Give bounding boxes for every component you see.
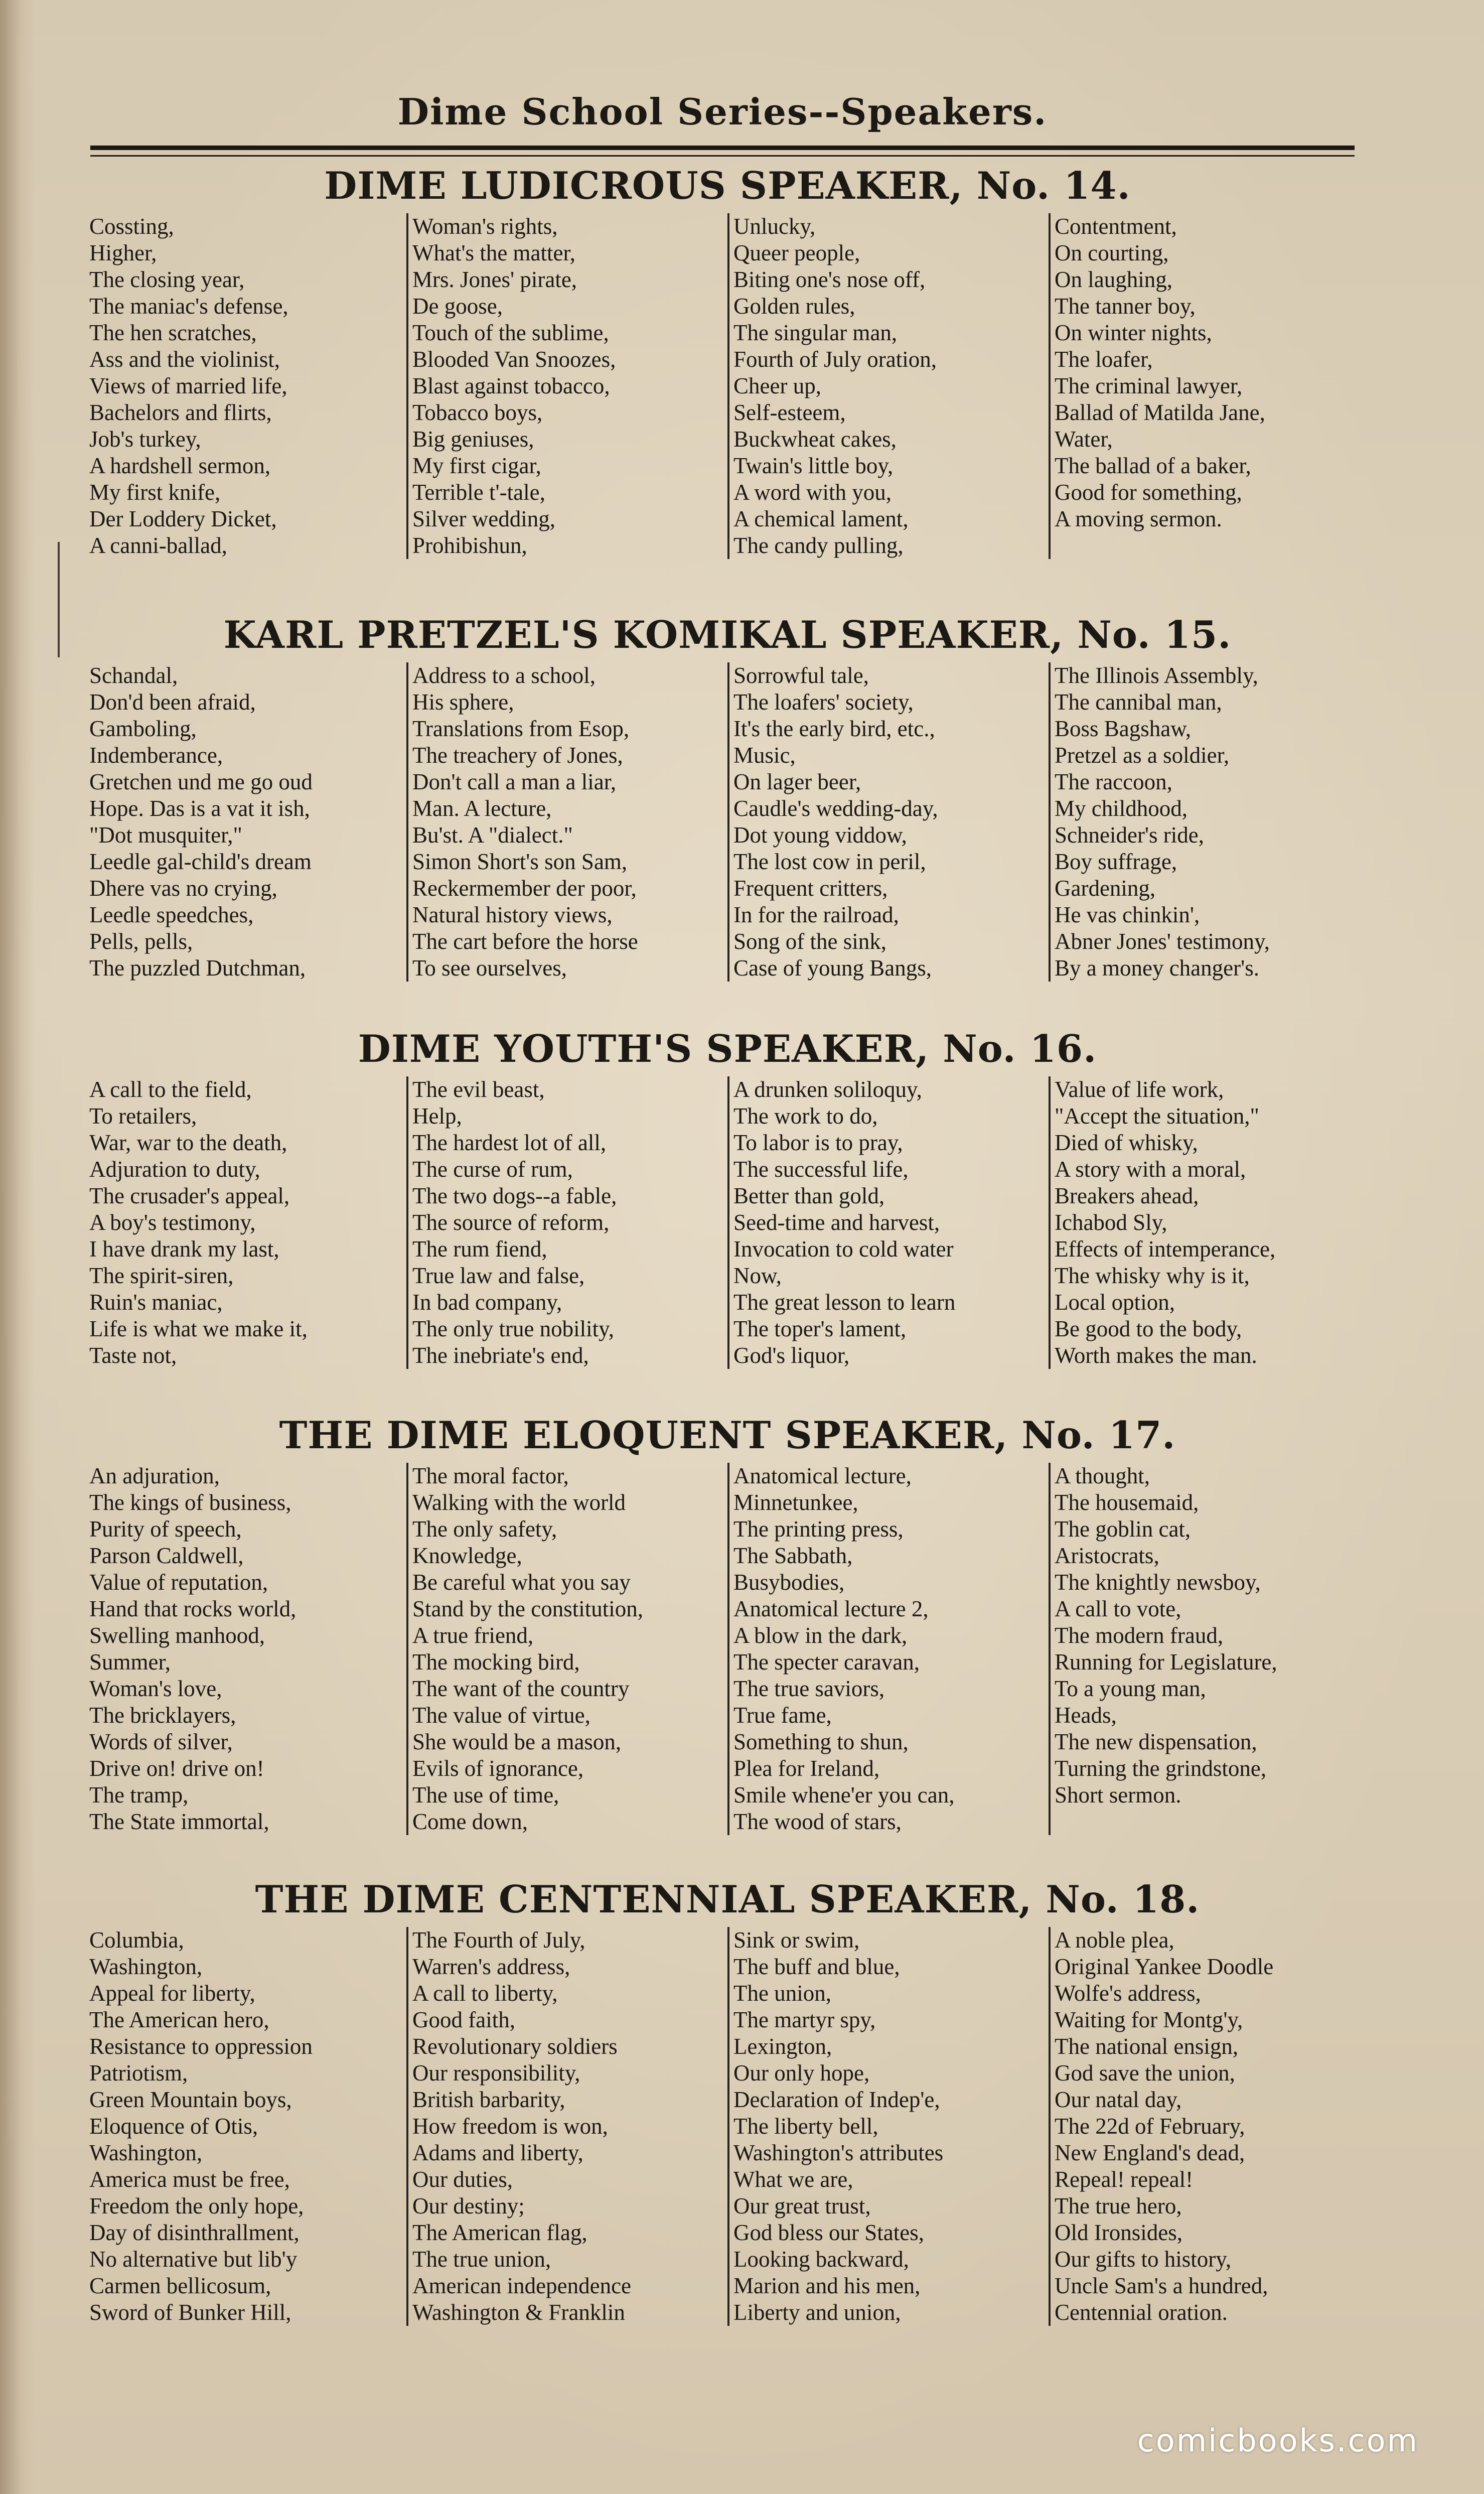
contents-entry: Summer, (89, 1649, 171, 1675)
contents-entry: It's the early bird, etc., (733, 716, 935, 741)
contents-entry: Ballad of Matilda Jane, (1055, 400, 1265, 425)
contents-entry: Good for something, (1055, 480, 1242, 505)
contents-entry: Cossting, (89, 214, 174, 239)
contents-entry: Help, (412, 1103, 462, 1129)
contents-entry: Views of married life, (89, 373, 287, 398)
contents-entry: In bad company, (412, 1290, 562, 1315)
contents-entry: The cart before the horse (412, 929, 638, 954)
contents-entry: Hope. Das is a vat it ish, (89, 796, 310, 821)
contents-entry: Green Mountain boys, (89, 2087, 292, 2112)
contents-entry: The candy pulling, (733, 533, 904, 558)
contents-entry: Sorrowful tale, (733, 663, 869, 688)
contents-entry: The crusader's appeal, (89, 1183, 290, 1208)
contents-entry: Queer people, (733, 240, 860, 265)
contents-entry: Swelling manhood, (89, 1623, 265, 1648)
contents-entry: Breakers ahead, (1055, 1183, 1199, 1208)
contents-entry: Anatomical lecture, (733, 1463, 912, 1488)
contents-entry: Gamboling, (89, 716, 197, 741)
contents-entry: Our natal day, (1055, 2087, 1182, 2112)
contents-entry: The Illinois Assembly, (1055, 663, 1258, 688)
contents-entry: A noble plea, (1055, 1927, 1174, 1953)
contents-column (406, 213, 727, 559)
contents-entry: What's the matter, (412, 240, 575, 265)
contents-entry: A story with a moral, (1055, 1157, 1246, 1182)
contents-entry: On courting, (1055, 240, 1169, 265)
contents-entry: The specter caravan, (733, 1649, 920, 1675)
contents-entry: Good faith, (412, 2007, 515, 2032)
section-speaker-16 (85, 1021, 1370, 1369)
contents-entry: The American hero, (89, 2007, 269, 2032)
contents-entry: Seed-time and harvest, (733, 1210, 940, 1235)
contents-entry: The union, (733, 1981, 831, 2006)
contents-entry: Job's turkey, (89, 427, 201, 452)
contents-entry: Blast against tobacco, (412, 373, 610, 398)
contents-entry: Biting one's nose off, (733, 267, 926, 292)
contents-entry: Contentment, (1055, 214, 1177, 239)
contents-column (85, 662, 406, 982)
contents-entry: My first cigar, (412, 453, 541, 478)
section-title: DIME LUDICROUS SPEAKER, No. 14. (324, 164, 1131, 208)
contents-entry: Self-esteem, (733, 400, 846, 425)
contents-entry: He vas chinkin', (1055, 902, 1200, 927)
contents-entry: The source of reform, (412, 1210, 610, 1235)
contents-column (1049, 1463, 1370, 1835)
contents-entry: Our great trust, (733, 2193, 871, 2219)
contents-column (1049, 1927, 1370, 2326)
contents-entry: Boy suffrage, (1055, 849, 1177, 874)
contents-entry: Leedle speedches, (89, 902, 254, 927)
contents-entry: God's liquor, (733, 1343, 850, 1368)
contents-entry: Local option, (1055, 1290, 1175, 1315)
contents-entry: Reckermember der poor, (412, 876, 637, 901)
contents-entry: Abner Jones' testimony, (1055, 929, 1270, 954)
contents-entry: God bless our States, (733, 2220, 924, 2245)
contents-entry: Silver wedding, (412, 506, 555, 531)
contents-entry: On winter nights, (1055, 320, 1212, 345)
contents-entry: The tanner boy, (1055, 294, 1196, 319)
contents-entry: Bachelors and flirts, (89, 400, 272, 425)
contents-entry: The closing year, (89, 267, 245, 292)
contents-entry: A boy's testimony, (89, 1210, 256, 1235)
contents-column (1049, 213, 1370, 559)
section-speaker-15 (85, 607, 1370, 982)
contents-entry: The true saviors, (733, 1676, 885, 1701)
contents-column (406, 1076, 727, 1369)
contents-entry: Pells, pells, (89, 929, 193, 954)
running-title: Dime School Series--Speakers. (397, 90, 1048, 133)
contents-entry: The wood of stars, (733, 1809, 902, 1834)
contents-entry: Original Yankee Doodle (1055, 1954, 1274, 1979)
contents-entry: A canni-ballad, (89, 533, 227, 558)
contents-entry: Drive on! drive on! (89, 1756, 264, 1781)
contents-entry: The 22d of February, (1055, 2114, 1245, 2139)
contents-entry: Words of silver, (89, 1729, 233, 1754)
contents-entry: The criminal lawyer, (1055, 373, 1243, 398)
contents-column (85, 1463, 406, 1835)
contents-entry: The lost cow in peril, (733, 849, 926, 874)
watermark: comicbooks.com (1137, 2422, 1419, 2459)
contents-entry: Sink or swim, (733, 1927, 860, 1953)
contents-entry: The mocking bird, (412, 1649, 580, 1675)
contents-entry: The moral factor, (412, 1463, 569, 1488)
contents-entry: Adams and liberty, (412, 2140, 583, 2165)
contents-entry: Wolfe's address, (1055, 1981, 1201, 2006)
contents-entry: Taste not, (89, 1343, 177, 1368)
contents-entry: The printing press, (733, 1516, 904, 1542)
contents-column (85, 1076, 406, 1369)
contents-entry: Prohibishun, (412, 533, 527, 558)
contents-entry: Gretchen und me go oud (89, 769, 313, 794)
contents-entry: The ballad of a baker, (1055, 453, 1251, 478)
contents-entry: Music, (733, 743, 796, 768)
contents-entry: Purity of speech, (89, 1516, 242, 1542)
contents-column (85, 1927, 406, 2326)
contents-entry: Terrible t'-tale, (412, 480, 545, 505)
contents-entry: The value of virtue, (412, 1703, 590, 1728)
contents-grid (85, 662, 1370, 982)
contents-entry: New England's dead, (1055, 2140, 1245, 2165)
contents-entry: Stand by the constitution, (412, 1596, 643, 1621)
contents-entry: The hen scratches, (89, 320, 257, 345)
contents-entry: Anatomical lecture 2, (733, 1596, 929, 1621)
contents-entry: The State immortal, (89, 1809, 269, 1834)
contents-entry: Schneider's ride, (1055, 822, 1205, 848)
contents-entry: The successful life, (733, 1157, 909, 1182)
section-title: DIME YOUTH'S SPEAKER, No. 16. (358, 1027, 1097, 1071)
contents-entry: Don'd been afraid, (89, 689, 256, 715)
contents-entry: Repeal! repeal! (1055, 2167, 1194, 2192)
contents-grid (85, 213, 1370, 559)
contents-entry: Value of reputation, (89, 1570, 268, 1595)
contents-entry: Big geniuses, (412, 427, 534, 452)
contents-entry: Turning the grindstone, (1055, 1756, 1267, 1781)
contents-entry: The rum fiend, (412, 1236, 547, 1262)
contents-entry: Life is what we make it, (89, 1316, 308, 1341)
contents-entry: An adjuration, (89, 1463, 220, 1488)
contents-entry: Patriotism, (89, 2060, 188, 2086)
contents-entry: The buff and blue, (733, 1954, 900, 1979)
contents-entry: A true friend, (412, 1623, 534, 1648)
contents-entry: Caudle's wedding-day, (733, 796, 938, 821)
contents-entry: Indemberance, (89, 743, 223, 768)
contents-entry: To retailers, (89, 1103, 197, 1129)
contents-entry: Warren's address, (412, 1954, 570, 1979)
contents-entry: The raccoon, (1055, 769, 1172, 794)
contents-column (727, 662, 1049, 982)
contents-entry: Heads, (1055, 1703, 1117, 1728)
contents-entry: Song of the sink, (733, 929, 887, 954)
contents-entry: The martyr spy, (733, 2007, 876, 2032)
contents-entry: The singular man, (733, 320, 898, 345)
contents-entry: Freedom the only hope, (89, 2193, 304, 2219)
contents-column (406, 1463, 727, 1835)
contents-entry: Frequent critters, (733, 876, 888, 901)
contents-entry: Waiting for Montg'y, (1055, 2007, 1243, 2032)
contents-entry: Old Ironsides, (1055, 2220, 1182, 2245)
contents-entry: Invocation to cold water (733, 1236, 954, 1262)
contents-entry: Address to a school, (412, 663, 596, 688)
contents-entry: A call to liberty, (412, 1981, 558, 2006)
contents-entry: The treachery of Jones, (412, 743, 623, 768)
contents-entry: Smile whene'er you can, (733, 1782, 955, 1808)
contents-entry: Mrs. Jones' pirate, (412, 267, 577, 292)
contents-entry: Walking with the world (412, 1490, 626, 1515)
contents-entry: Worth makes the man. (1055, 1343, 1257, 1368)
contents-entry: Buckwheat cakes, (733, 427, 897, 452)
contents-entry: The national ensign, (1055, 2034, 1239, 2059)
contents-entry: True law and false, (412, 1263, 585, 1288)
contents-entry: Centennial oration. (1055, 2300, 1228, 2325)
contents-entry: Our responsibility, (412, 2060, 580, 2086)
contents-entry: The puzzled Dutchman, (89, 955, 306, 981)
section-speaker-14 (85, 158, 1370, 559)
contents-entry: Washington, (89, 2140, 203, 2165)
contents-column (406, 1927, 727, 2326)
contents-entry: The true union, (412, 2247, 551, 2272)
contents-entry: I have drank my last, (89, 1236, 279, 1262)
contents-column (1049, 1076, 1370, 1369)
contents-entry: America must be free, (89, 2167, 290, 2192)
contents-entry: Adjuration to duty, (89, 1157, 260, 1182)
contents-entry: A chemical lament, (733, 506, 909, 531)
contents-entry: The spirit-siren, (89, 1263, 234, 1288)
contents-entry: Sword of Bunker Hill, (89, 2300, 291, 2325)
contents-entry: The American flag, (412, 2220, 587, 2245)
contents-entry: Natural history views, (412, 902, 613, 927)
contents-entry: In for the railroad, (733, 902, 899, 927)
contents-entry: Blooded Van Snoozes, (412, 347, 616, 372)
contents-entry: Touch of the sublime, (412, 320, 609, 345)
contents-entry: No alternative but lib'y (89, 2247, 298, 2272)
contents-entry: Plea for Ireland, (733, 1756, 880, 1781)
contents-entry: De goose, (412, 294, 503, 319)
contents-entry: The curse of rum, (412, 1157, 573, 1182)
contents-entry: Running for Legislature, (1055, 1649, 1277, 1675)
contents-entry: The two dogs--a fable, (412, 1183, 617, 1208)
contents-entry: A word with you, (733, 480, 892, 505)
contents-entry: Washington's attributes (733, 2140, 944, 2165)
contents-entry: Our duties, (412, 2167, 513, 2192)
contents-entry: The whisky why is it, (1055, 1263, 1250, 1288)
contents-entry: Boss Bagshaw, (1055, 716, 1192, 741)
contents-entry: Something to shun, (733, 1729, 909, 1754)
contents-entry: Man. A lecture, (412, 796, 552, 821)
contents-entry: Golden rules, (733, 294, 855, 319)
contents-entry: Washington, (89, 1954, 203, 1979)
contents-entry: A moving sermon. (1055, 506, 1222, 531)
contents-entry: Unlucky, (733, 214, 816, 239)
contents-entry: His sphere, (412, 689, 514, 715)
contents-entry: Our destiny; (412, 2193, 525, 2219)
contents-entry: Better than gold, (733, 1183, 885, 1208)
contents-entry: Simon Short's son Sam, (412, 849, 628, 874)
contents-entry: Aristocrats, (1055, 1543, 1159, 1568)
contents-entry: Ass and the violinist, (89, 347, 280, 372)
contents-entry: Revolutionary soldiers (412, 2034, 618, 2059)
contents-entry: The true hero, (1055, 2193, 1182, 2219)
section-speaker-17 (85, 1408, 1370, 1835)
contents-entry: To a young man, (1055, 1676, 1206, 1701)
contents-entry: My childhood, (1055, 796, 1188, 821)
contents-grid (85, 1076, 1370, 1369)
contents-entry: American independence (412, 2273, 632, 2298)
contents-entry: Twain's little boy, (733, 453, 894, 478)
contents-entry: Case of young Bangs, (733, 955, 932, 981)
contents-entry: A thought, (1055, 1463, 1150, 1488)
contents-entry: Come down, (412, 1809, 528, 1834)
section-speaker-18 (85, 1872, 1370, 2326)
contents-entry: Short sermon. (1055, 1782, 1181, 1808)
contents-entry: Higher, (89, 240, 157, 265)
contents-entry: The loafers' society, (733, 689, 914, 715)
contents-entry: Knowledge, (412, 1543, 522, 1568)
contents-entry: Value of life work, (1055, 1077, 1224, 1102)
contents-entry: A call to vote, (1055, 1596, 1181, 1621)
contents-entry: The goblin cat, (1055, 1516, 1191, 1542)
contents-entry: Washington & Franklin (412, 2300, 625, 2325)
contents-entry: God save the union, (1055, 2060, 1235, 2086)
contents-column (727, 1927, 1049, 2326)
contents-entry: The work to do, (733, 1103, 878, 1129)
contents-entry: On laughing, (1055, 267, 1172, 292)
contents-entry: The only safety, (412, 1516, 557, 1542)
contents-entry: The want of the country (412, 1676, 630, 1701)
contents-entry: A drunken soliloquy, (733, 1077, 922, 1102)
contents-entry: Died of whisky, (1055, 1130, 1198, 1155)
contents-entry: Translations from Esop, (412, 716, 630, 741)
contents-entry: Tobacco boys, (412, 400, 543, 425)
contents-grid (85, 1463, 1370, 1835)
contents-entry: The evil beast, (412, 1077, 545, 1102)
contents-entry: The Sabbath, (733, 1543, 853, 1568)
contents-entry: Don't call a man a liar, (412, 769, 617, 794)
contents-entry: True fame, (733, 1703, 832, 1728)
contents-column (727, 1463, 1049, 1835)
contents-entry: Lexington, (733, 2034, 832, 2059)
contents-entry: My first knife, (89, 480, 221, 505)
contents-column (85, 213, 406, 559)
contents-column (727, 1076, 1049, 1369)
contents-entry: The inebriate's end, (412, 1343, 589, 1368)
contents-entry: Evils of ignorance, (412, 1756, 584, 1781)
contents-entry: Hand that rocks world, (89, 1596, 296, 1621)
contents-entry: Carmen bellicosum, (89, 2273, 271, 2298)
contents-entry: Dot young viddow, (733, 822, 907, 848)
contents-entry: The loafer, (1055, 347, 1153, 372)
contents-entry: War, war to the death, (89, 1130, 287, 1155)
contents-entry: To see ourselves, (412, 955, 567, 981)
contents-entry: To labor is to pray, (733, 1130, 903, 1155)
contents-column (1049, 662, 1370, 982)
contents-grid (85, 1927, 1370, 2326)
contents-entry: Resistance to oppression (89, 2034, 313, 2059)
contents-entry: Cheer up, (733, 373, 821, 398)
contents-entry: Fourth of July oration, (733, 347, 937, 372)
contents-entry: She would be a mason, (412, 1729, 622, 1754)
contents-entry: Eloquence of Otis, (89, 2114, 258, 2139)
contents-entry: Be careful what you say (412, 1570, 631, 1595)
section-title: THE DIME CENTENNIAL SPEAKER, No. 18. (255, 1877, 1200, 1921)
contents-entry: How freedom is won, (412, 2114, 608, 2139)
contents-entry: Der Loddery Dicket, (89, 506, 277, 531)
contents-entry: Uncle Sam's a hundred, (1055, 2273, 1268, 2298)
contents-entry: The great lesson to learn (733, 1290, 956, 1315)
contents-entry: The hardest lot of all, (412, 1130, 607, 1155)
contents-entry: Minnetunkee, (733, 1490, 858, 1515)
contents-entry: "Dot musquiter," (89, 822, 242, 848)
contents-entry: The bricklayers, (89, 1703, 236, 1728)
contents-entry: The new dispensation, (1055, 1729, 1257, 1754)
contents-entry: Woman's rights, (412, 214, 558, 239)
contents-entry: The tramp, (89, 1782, 189, 1808)
contents-column (406, 662, 727, 982)
contents-entry: Schandal, (89, 663, 178, 688)
margin-rule (58, 542, 60, 657)
contents-entry: Busybodies, (733, 1570, 845, 1595)
section-title: THE DIME ELOQUENT SPEAKER, No. 17. (279, 1413, 1176, 1457)
contents-entry: Pretzel as a soldier, (1055, 743, 1230, 768)
contents-entry: The cannibal man, (1055, 689, 1222, 715)
page-edge-shadow (0, 0, 35, 2494)
contents-entry: Declaration of Indep'e, (733, 2087, 940, 2112)
contents-entry: Bu'st. A "dialect." (412, 822, 573, 848)
contents-entry: The knightly newsboy, (1055, 1570, 1261, 1595)
contents-entry: On lager beer, (733, 769, 861, 794)
contents-entry: Columbia, (89, 1927, 184, 1953)
contents-entry: The housemaid, (1055, 1490, 1199, 1515)
contents-entry: Looking backward, (733, 2247, 909, 2272)
contents-entry: Now, (733, 1263, 782, 1288)
contents-entry: Woman's love, (89, 1676, 222, 1701)
contents-entry: Appeal for liberty, (89, 1981, 255, 2006)
contents-entry: What we are, (733, 2167, 853, 2192)
contents-entry: Parson Caldwell, (89, 1543, 244, 1568)
contents-entry: Our only hope, (733, 2060, 870, 2086)
contents-entry: Dhere vas no crying, (89, 876, 277, 901)
contents-entry: Ichabod Sly, (1055, 1210, 1167, 1235)
contents-entry: The Fourth of July, (412, 1927, 585, 1953)
contents-entry: Gardening, (1055, 876, 1156, 901)
contents-entry: A call to the field, (89, 1077, 252, 1102)
contents-entry: By a money changer's. (1055, 955, 1259, 981)
contents-entry: A blow in the dark, (733, 1623, 908, 1648)
contents-entry: Our gifts to history, (1055, 2247, 1232, 2272)
section-title: KARL PRETZEL'S KOMIKAL SPEAKER, No. 15. (223, 613, 1232, 657)
contents-entry: A hardshell sermon, (89, 453, 271, 478)
contents-entry: The kings of business, (89, 1490, 291, 1515)
header-rule (90, 146, 1355, 157)
contents-entry: The toper's lament, (733, 1316, 907, 1341)
contents-entry: The modern fraud, (1055, 1623, 1224, 1648)
contents-column (727, 213, 1049, 559)
contents-entry: The maniac's defense, (89, 294, 288, 319)
contents-entry: Ruin's maniac, (89, 1290, 223, 1315)
contents-entry: Water, (1055, 427, 1113, 452)
contents-entry: The liberty bell, (733, 2114, 878, 2139)
contents-entry: Leedle gal-child's dream (89, 849, 312, 874)
contents-entry: Day of disinthrallment, (89, 2220, 300, 2245)
contents-entry: British barbarity, (412, 2087, 565, 2112)
contents-entry: Marion and his men, (733, 2273, 921, 2298)
contents-entry: "Accept the situation," (1055, 1103, 1259, 1129)
contents-entry: Liberty and union, (733, 2300, 901, 2325)
contents-entry: Effects of intemperance, (1055, 1236, 1276, 1262)
contents-entry: Be good to the body, (1055, 1316, 1242, 1341)
contents-entry: The use of time, (412, 1782, 559, 1808)
contents-entry: The only true nobility, (412, 1316, 615, 1341)
